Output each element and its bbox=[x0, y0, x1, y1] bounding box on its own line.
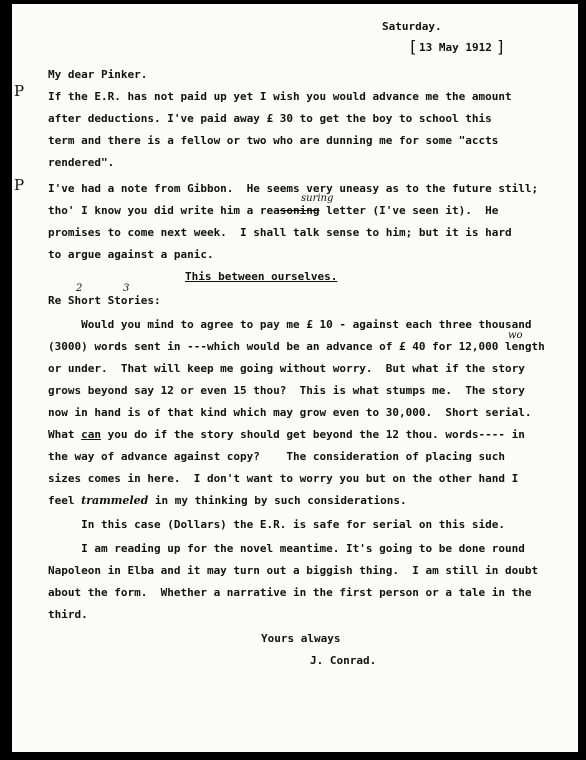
letter-date: 13 May 1912 bbox=[419, 41, 492, 54]
line-text: feel bbox=[48, 494, 82, 507]
handwritten-insertion: suring bbox=[301, 193, 334, 204]
paragraph-line: Would you mind to agree to pay me £ 10 - against each three thousand bbox=[48, 318, 532, 331]
closing: Yours always bbox=[261, 632, 341, 645]
paragraph-line: now in hand is of that kind which may grow even to 30,000. Short serial. bbox=[48, 406, 532, 419]
paragraph-line: about the form. Whether a narrative in the first person or a tale in the bbox=[48, 586, 532, 599]
paragraph-line: In this case (Dollars) the E.R. is safe for serial on this side. bbox=[48, 518, 505, 531]
handwritten-word: trammeled bbox=[81, 494, 149, 507]
date-bracket-right: ] bbox=[496, 37, 506, 56]
paragraph-line: grows beyond say 12 or even 15 thou? This is what stumps me. The story bbox=[48, 384, 525, 397]
margin-paragraph-mark: P bbox=[14, 176, 25, 194]
paragraph-line-edited bbox=[48, 428, 525, 442]
date-bracket-left: [ bbox=[408, 37, 418, 56]
private-heading: This between ourselves. bbox=[185, 270, 338, 283]
paragraph-line: sizes comes in here. I don't want to worry you but on the other hand I bbox=[48, 472, 519, 485]
struck-word: soning bbox=[279, 204, 320, 217]
line-text: tho' I know you did write him a rea bbox=[48, 204, 280, 217]
paragraph-line: term and there is a fellow or two who are dunning me for some "accts bbox=[48, 134, 499, 147]
line-text: in my thinking by such considerations. bbox=[148, 494, 407, 507]
re-line: Re Short Stories: bbox=[48, 294, 161, 307]
handwritten-number-mark: 2 bbox=[76, 283, 83, 294]
handwritten-number-mark: 3 bbox=[123, 283, 130, 294]
paragraph-line: to argue against a panic. bbox=[48, 248, 214, 261]
paragraph-line: after deductions. I've paid away £ 30 to get the boy to school this bbox=[48, 112, 492, 125]
paragraph-line: (3000) words sent in ---which would be an advance of £ 40 for 12,000 length bbox=[48, 340, 545, 353]
paragraph-line: the way of advance against copy? The consideration of placing such bbox=[48, 450, 505, 463]
salutation: My dear Pinker. bbox=[48, 68, 148, 81]
paragraph-line: promises to come next week. I shall talk sense to him; but it is hard bbox=[48, 226, 512, 239]
paragraph-line: Napoleon in Elba and it may turn out a biggish thing. I am still in doubt bbox=[48, 564, 539, 577]
handwritten-insertion: wo bbox=[508, 330, 523, 341]
margin-paragraph-mark: P bbox=[14, 82, 25, 100]
line-text: you do if the story should get beyond the 12 thou. words---- in bbox=[101, 428, 525, 441]
paragraph-line-edited bbox=[48, 494, 407, 508]
paragraph-line: If the E.R. has not paid up yet I wish you would advance me the amount bbox=[48, 90, 512, 103]
line-text: letter (I've seen it). He bbox=[319, 204, 499, 217]
paragraph-line: third. bbox=[48, 608, 88, 621]
paragraph-line: or under. That will keep me going without worry. But what if the story bbox=[48, 362, 525, 375]
underlined-word: can bbox=[81, 428, 101, 441]
paragraph-line-edited bbox=[48, 204, 498, 218]
paragraph-line: I've had a note from Gibbon. He seems very uneasy as to the future still; bbox=[48, 182, 539, 195]
letter-sheet bbox=[12, 4, 578, 752]
paragraph-line: rendered". bbox=[48, 156, 115, 169]
letter-day: Saturday. bbox=[382, 20, 442, 33]
signature: J. Conrad. bbox=[310, 654, 377, 667]
paragraph-line: I am reading up for the novel meantime. It's going to be done round bbox=[48, 542, 525, 555]
line-text: What bbox=[48, 428, 82, 441]
